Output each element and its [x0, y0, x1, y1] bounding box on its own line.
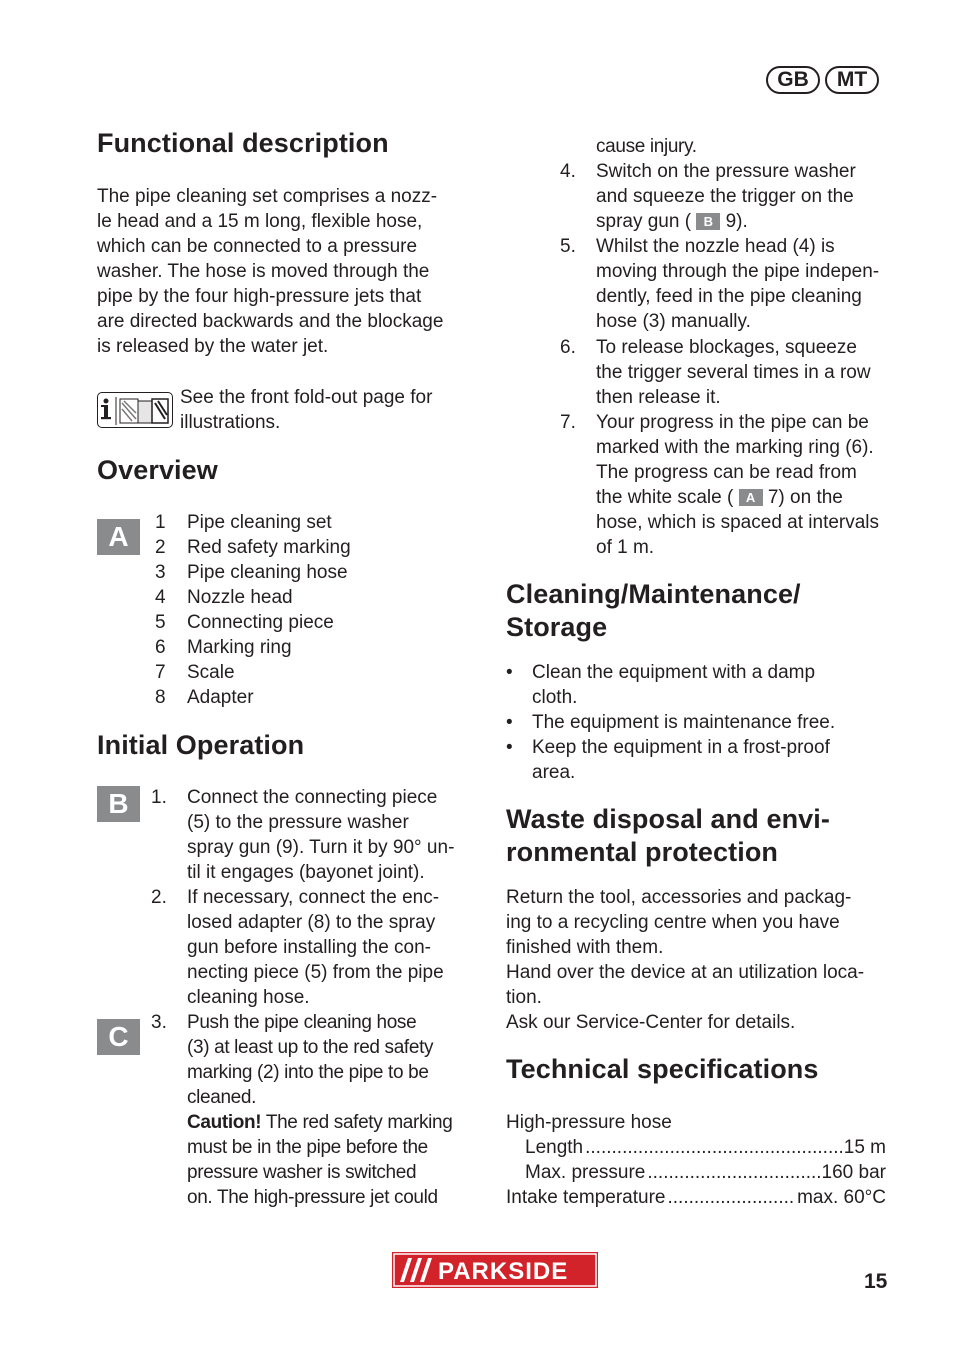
spec-row: Intake temperature ..... max. 60°C: [506, 1185, 886, 1210]
list-item: 7 Scale: [155, 662, 235, 683]
step-7: 7. Your progress in the pipe can be marked with the marking ring (6). The progress can be read from the white scale ( A 7) on the hose, which is spaced at intervals of 1 m.: [560, 412, 880, 558]
technical-specifications-heading: Technical specifications: [506, 1054, 819, 1084]
inline-tag-a: A: [739, 489, 763, 506]
spec-table: [506, 1110, 886, 1210]
step-3-continued: cause injury.: [596, 136, 697, 157]
cleaning-list: [506, 660, 886, 785]
lang-badge-gb: GB: [766, 66, 820, 94]
overview-heading: Overview: [97, 455, 218, 485]
parkside-logo: [392, 1252, 598, 1288]
step-1: 1. Connect the connecting piece (5) to the pressure washer spray gun (9). Turn it by 90° un- til it engages (bayonet joint).: [151, 787, 455, 883]
spec-group-label: High-pressure hose: [506, 1112, 672, 1133]
foldout-note: See the front fold-out page for illustrations.: [180, 387, 433, 433]
list-item: • Keep the equipment in a frost-proof area.: [506, 737, 830, 783]
list-item: 4 Nozzle head: [155, 587, 293, 608]
language-badges: [766, 66, 879, 94]
svg-text:PARKSIDE: PARKSIDE: [438, 1258, 569, 1285]
list-item: 1 Pipe cleaning set: [155, 512, 332, 533]
waste-disposal-text: Return the tool, accessories and packag- ing to a recycling centre when you have finished with them. Hand over the device at an utilization loca- tion. Ask our Service-Center for details.: [506, 887, 865, 1033]
functional-description-heading: Functional description: [97, 128, 389, 158]
page-number: 15: [864, 1270, 888, 1293]
cleaning-heading: Cleaning/Maintenance/ Storage: [506, 579, 801, 642]
lang-badge-mt: MT: [825, 66, 879, 94]
list-item: 8 Adapter: [155, 687, 254, 708]
caution-label: Caution!: [187, 1112, 262, 1133]
info-foldout-icon: [97, 392, 173, 428]
spec-row: Length ..... 15 m: [525, 1135, 886, 1160]
overview-list: [155, 510, 455, 710]
figure-tag-b: B: [97, 786, 140, 822]
figure-tag-a: A: [97, 519, 140, 555]
step-5: 5. Whilst the nozzle head (4) is moving through the pipe indepen- dently, feed in the pipe cleaning hose (3) manually.: [560, 236, 880, 332]
waste-disposal-heading: Waste disposal and envi- ronmental protection: [506, 804, 830, 867]
list-item: 6 Marking ring: [155, 637, 292, 658]
list-item: • The equipment is maintenance free.: [506, 712, 836, 733]
step-6: 6. To release blockages, squeeze the trigger several times in a row then release it.: [560, 337, 871, 408]
figure-tag-c: C: [97, 1019, 140, 1055]
step-2: 2. If necessary, connect the enc- losed adapter (8) to the spray gun before installing the con- necting piece (5) from the pipe cleaning hose.: [151, 887, 444, 1008]
list-item: 3 Pipe cleaning hose: [155, 562, 348, 583]
step-4: 4. Switch on the pressure washer and squeeze the trigger on the spray gun ( B 9).: [560, 161, 856, 232]
list-item: 5 Connecting piece: [155, 612, 334, 633]
list-item: 2 Red safety marking: [155, 537, 351, 558]
spec-row: Max. pressure ..... 160 bar: [525, 1160, 886, 1185]
functional-description-text: The pipe cleaning set comprises a nozz- le head and a 15 m long, flexible hose, which can be connected to a pressure washer. The hose is moved through the pipe by the four high-pressure jets that are directed backwards and the blockage is released by the water jet.: [97, 186, 444, 357]
inline-tag-b: B: [696, 213, 720, 230]
initial-operation-heading: Initial Operation: [97, 730, 305, 760]
list-item: • Clean the equipment with a damp cloth.: [506, 662, 816, 708]
step-3: 3. Push the pipe cleaning hose (3) at least up to the red safety marking (2) into the pipe to be cleaned. Caution! The red safety marking must be in the pipe before the pressure washer is switched on. The high-pressure jet could: [151, 1012, 453, 1208]
